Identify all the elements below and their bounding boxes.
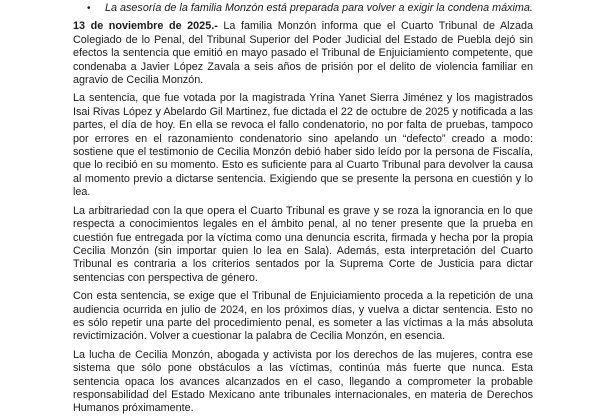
bullet-icon: •	[87, 3, 91, 14]
paragraph-1-date-lead: 13 de noviembre de 2025.-	[73, 20, 218, 33]
paragraph-5	[73, 349, 533, 416]
paragraph-1	[73, 20, 533, 87]
paragraph-3	[73, 205, 533, 285]
paragraph-1-text: La familia Monzón informa que el Cuarto Tribunal de Alzada Colegiado de lo Penal, del Tribunal Superior del Poder Judicial del Estado de Puebla dejó sin efectos la sentencia que emitió en mayo pasado el Tribunal de Enjuiciamiento competente, que condenaba a Javier López Zavala a seis años de prisión por el delito de violencia familiar en agravio de Cecilia Monzón.	[73, 20, 533, 87]
paragraph-3-text: La arbitrariedad con la que opera el Cuarto Tribunal es grave y se roza la ignorancia en lo que respecta a conocimientos legales en el ámbito penal, al no tener presente que la prueba en cuestión fue entregada por la víctima como una denuncia escrita, firmada y hecha por la propia Cecilia Monzón (sin importar quien lo lea en Sala). Además, esta interpretación del Cuarto Tribunal es contraria a los criterios sentados por la Suprema Corte de Justicia para dictar sentencias con perspectiva de género.	[73, 204, 533, 284]
paragraph-4	[73, 290, 533, 344]
press-release-document	[73, 2, 533, 416]
bullet-item-text: La asesoría de la familia Monzón está preparada para volver a exigir la condena máxima.	[105, 2, 533, 14]
bullet-list-item	[87, 2, 533, 15]
paragraph-2	[73, 92, 533, 199]
paragraph-5-text: La lucha de Cecilia Monzón, abogada y activista por los derechos de las mujeres, contra ese sistema que sólo pone obstáculos a las víctimas, continúa más fuerte que nunca. Esta sentencia opaca los avances alcanzados en el caso, llegando a comprometer la probable responsabilidad del Estado Mexicano ante tribunales internacionales, en materia de Derechos Humanos próximamente.	[73, 348, 533, 415]
paragraph-2-text: La sentencia, que fue votada por la magistrada Yrina Yanet Sierra Jiménez y los magistrados Isai Rivas López y Abelardo Gil Martinez, fue dictada el 22 de octubre de 2025 y notificada a las partes, el día de hoy. En ella se revoca el fallo condenatorio, no por falta de pruebas, tampoco por errores en el razonamiento condenatorio sino apelando un “defecto” creado a modo: sostiene que el testimonio de Cecilia Monzón debió haber sido leído por la persona de Fiscalía, que lo recibió en su momento. Esto es suficiente para al Cuarto Tribunal para devolver la causa al momento previo a dictarse sentencia. Exigiendo que se presente la persona en cuestión y lo lea.	[73, 92, 533, 199]
paragraph-4-text: Con esta sentencia, se exige que el Tribunal de Enjuiciamiento proceda a la repetición de una audiencia ocurrida en julio de 2024, en los próximos días, y vuelva a dictar sentencia. Esto no es sólo repetir una parte del procedimiento penal, es someter a las víctimas a la más absoluta revictimización. Volver a cuestionar la palabra de Cecilia Monzón, en esencia.	[73, 290, 533, 343]
